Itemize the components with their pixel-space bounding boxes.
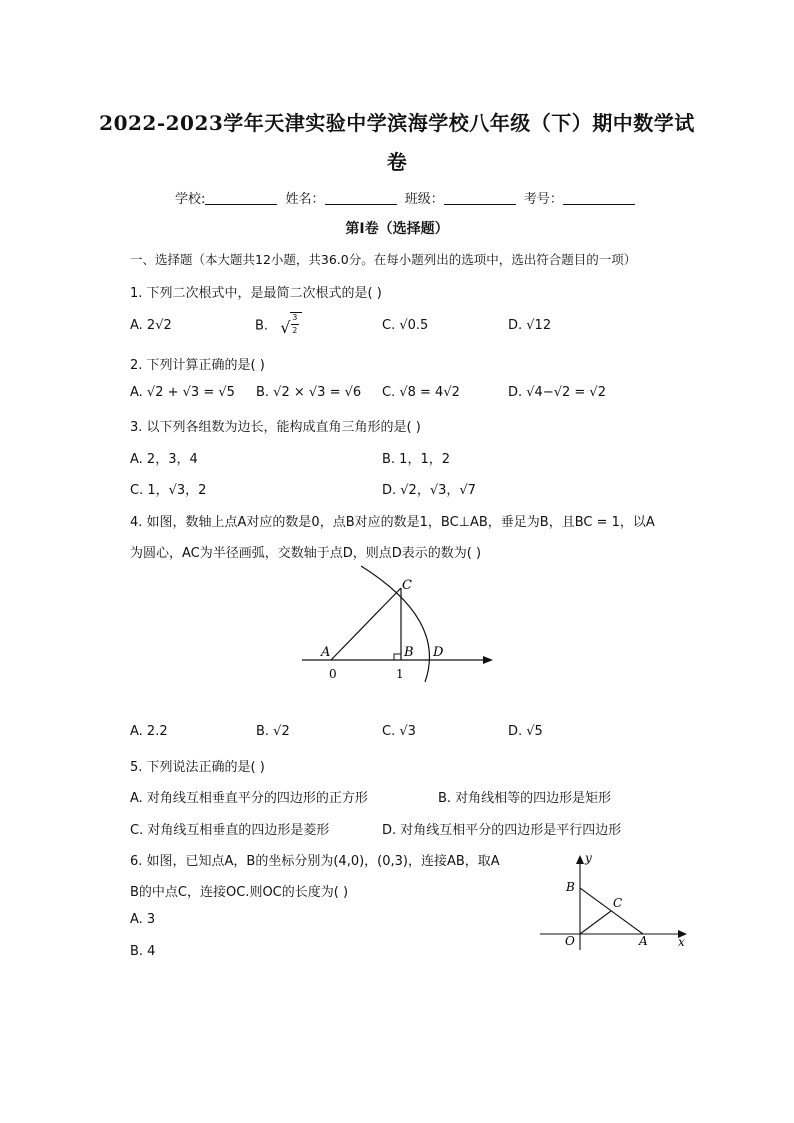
q6-coordinate-figure — [535, 850, 695, 955]
tick-label-1: 1 — [396, 667, 404, 681]
school-blank[interactable] — [205, 192, 277, 205]
q2-option-a: A. √2 + √3 = √5 — [130, 385, 235, 400]
q6-stem-line1: 6. 如图，已知点A，B的坐标分别为(4,0)，(0,3)，连接AB，取A — [130, 854, 500, 869]
q2-option-b: B. √2 × √3 = √6 — [256, 385, 362, 400]
label-c: C — [402, 578, 412, 593]
segment-ac — [331, 588, 401, 660]
q1-b-denominator: 2 — [292, 326, 298, 335]
q5-option-b: B. 对角线相等的四边形是矩形 — [438, 791, 612, 806]
q4-option-c: C. √3 — [382, 724, 416, 739]
label-y: y — [585, 851, 592, 865]
q5-option-d: D. 对角线互相平分的四边形是平行四边形 — [382, 823, 622, 838]
q5-option-c: C. 对角线互相垂直的四边形是菱形 — [130, 823, 330, 838]
name-label: 姓名： — [285, 192, 325, 207]
q3-stem: 3. 以下列各组数为边长，能构成直角三角形的是( ) — [130, 420, 421, 435]
q3-option-d: D. √2，√3，√7 — [382, 483, 476, 498]
q4-stem-line1: 4. 如图，数轴上点A对应的数是0，点B对应的数是1，BC⊥AB，垂足为B，且BC = 1，以A — [130, 515, 655, 530]
q1-option-c: C. √0.5 — [382, 318, 429, 333]
section-intro: 一、选择题（本大题共12小题，共36.0分。在每小题列出的选项中，选出符合题目的一项） — [130, 252, 637, 267]
q6-option-b: B. 4 — [130, 944, 156, 959]
q1-option-d: D. √12 — [508, 318, 552, 333]
sqrt-icon: √ — [280, 318, 291, 337]
name-blank[interactable] — [325, 192, 397, 205]
arc-from-a — [361, 566, 429, 682]
segment-oc — [580, 911, 611, 934]
tick-label-0: 0 — [329, 667, 337, 681]
q1-option-b-sqrt-fraction — [280, 312, 306, 340]
q6-option-a: A. 3 — [130, 912, 156, 927]
q5-option-a: A. 对角线互相垂直平分的四边形的正方形 — [130, 791, 368, 806]
q1-option-b-prefix: B. — [255, 318, 269, 334]
q2-option-c: C. √8 = 4√2 — [382, 385, 460, 400]
q1-b-numerator: 3 — [292, 313, 298, 322]
q2-option-d: D. √4−√2 = √2 — [508, 385, 606, 400]
label-b: B — [566, 880, 575, 894]
q5-stem: 5. 下列说法正确的是( ) — [130, 760, 265, 775]
q3-option-c: C. 1，√3，2 — [130, 483, 207, 498]
q4-option-a: A. 2.2 — [130, 724, 168, 739]
q1-option-b — [255, 312, 306, 340]
right-angle-mark — [394, 654, 401, 660]
q4-stem-line2: 为圆心，AC为半径画弧，交数轴于点D，则点D表示的数为( ) — [130, 546, 482, 561]
label-x: x — [678, 935, 685, 949]
q4-number-line-figure — [295, 560, 505, 690]
label-a: A — [321, 645, 331, 660]
q6-stem-line2: B的中点C，连接OC.则OC的长度为( ) — [130, 885, 349, 900]
axis-arrow-icon — [483, 656, 493, 664]
label-a: A — [639, 934, 648, 948]
number-label: 考号： — [523, 192, 563, 207]
student-info-row — [175, 188, 735, 207]
y-axis-arrow-icon — [576, 855, 584, 864]
q1-stem: 1. 下列二次根式中，是最简二次根式的是( ) — [130, 286, 382, 301]
class-blank[interactable] — [444, 192, 516, 205]
exam-title-line2: 卷 — [386, 150, 408, 174]
label-b: B — [404, 645, 414, 660]
section-title: 第I卷（选择题） — [345, 221, 449, 237]
class-label: 班级： — [404, 192, 444, 207]
school-label: 学校: — [175, 192, 206, 207]
number-blank[interactable] — [563, 192, 635, 205]
exam-title-line1: 2022-2023学年天津实验中学滨海学校八年级（下）期中数学试 — [99, 111, 695, 135]
q1-option-a: A. 2√2 — [130, 318, 172, 333]
label-d: D — [433, 645, 444, 660]
q4-option-d: D. √5 — [508, 724, 543, 739]
q3-option-a: A. 2，3，4 — [130, 452, 198, 467]
label-o: O — [565, 934, 575, 948]
label-c: C — [613, 896, 623, 910]
q2-stem: 2. 下列计算正确的是( ) — [130, 358, 265, 373]
q4-option-b: B. √2 — [256, 724, 290, 739]
q3-option-b: B. 1，1，2 — [382, 452, 450, 467]
